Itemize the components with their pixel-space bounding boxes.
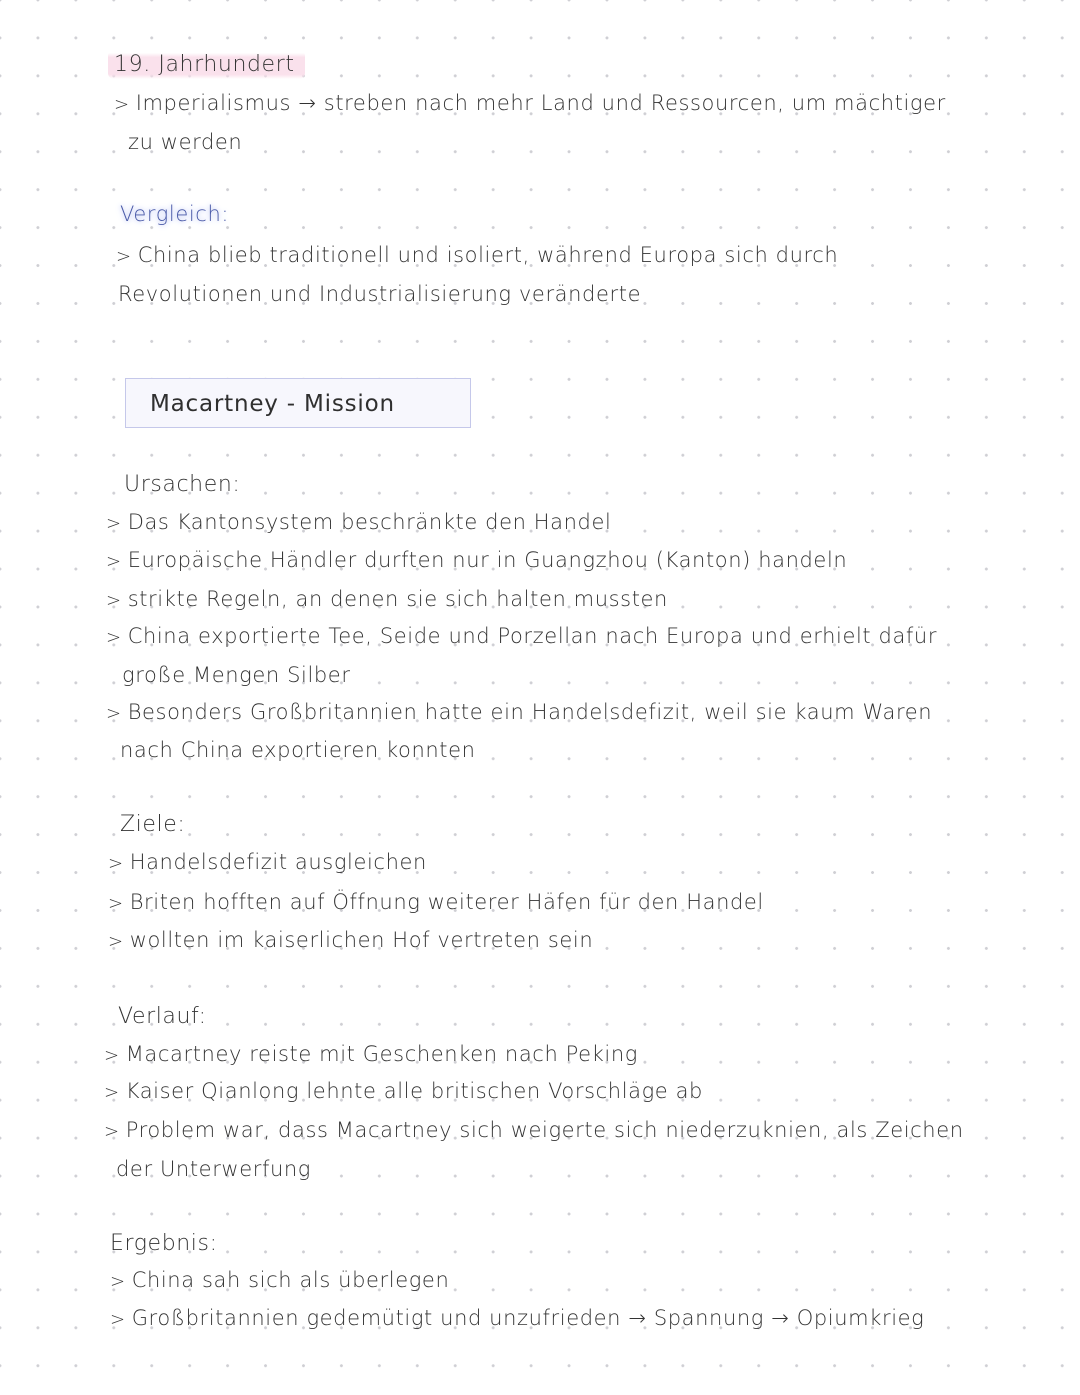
- bullet-marker: >: [106, 703, 122, 724]
- bullet-text: Besonders Großbritannien hatte ein Handelsdefizit, weil sie kaum Waren: [127, 700, 933, 724]
- bullet-verlauf-3: [104, 1118, 964, 1142]
- title-macartney-mission: Macartney - Mission: [150, 391, 395, 417]
- bullet-text: China sah sich als überlegen: [131, 1268, 450, 1292]
- bullet-imperialismus: [114, 91, 946, 115]
- bullet-marker: >: [114, 94, 130, 115]
- bullet-marker: >: [104, 1045, 120, 1066]
- bullet-text: China blieb traditionell und isoliert, während Europa sich durch: [137, 243, 839, 267]
- bullet-marker: >: [108, 931, 124, 952]
- bullet-ziele-2: [108, 890, 764, 914]
- bullet-marker: >: [106, 513, 122, 534]
- bullet-text: Europäische Händler durften nur in Guangzhou (Kanton) handeln: [127, 548, 848, 572]
- bullet-marker: >: [104, 1082, 120, 1103]
- bullet-marker: >: [108, 893, 124, 914]
- bullet-ursachen-1: [106, 510, 611, 534]
- bullet-verlauf-2: [104, 1079, 703, 1103]
- section-heading-verlauf: Verlauf:: [118, 1004, 207, 1029]
- bullet-text: Macartney reiste mit Geschenken nach Peking: [125, 1042, 638, 1066]
- section-heading-ziele: Ziele:: [120, 812, 186, 837]
- bullet-marker: >: [110, 1271, 126, 1292]
- bullet-ergebnis-1: [110, 1268, 449, 1292]
- bullet-ursachen-5-cont: nach China exportieren konnten: [120, 738, 476, 762]
- bullet-ergebnis-2: [110, 1306, 924, 1330]
- bullet-marker: >: [104, 1121, 120, 1142]
- section-heading-vergleich: Vergleich:: [120, 202, 230, 226]
- bullet-text: strikte Regeln, an denen sie sich halten mussten: [127, 587, 668, 611]
- bullet-ursachen-4: [106, 624, 937, 648]
- bullet-text: Das Kantonsystem beschränkte den Handel: [127, 510, 612, 534]
- bullet-marker: >: [108, 853, 124, 874]
- bullet-text: China exportierte Tee, Seide und Porzellan nach Europa und erhielt dafür: [127, 624, 938, 648]
- bullet-marker: >: [106, 551, 122, 572]
- bullet-ursachen-4-cont: große Mengen Silber: [122, 663, 351, 687]
- bullet-text: Imperialismus → streben nach mehr Land und Ressourcen, um mächtiger: [135, 91, 946, 115]
- bullet-vergleich-cont: Revolutionen und Industrialisierung veränderte: [118, 282, 642, 306]
- bullet-vergleich: [116, 243, 838, 267]
- bullet-ursachen-5: [106, 700, 932, 724]
- bullet-text: Handelsdefizit ausgleichen: [129, 850, 427, 874]
- bullet-ziele-3: [108, 928, 593, 952]
- bullet-imperialismus-cont: zu werden: [128, 130, 243, 154]
- bullet-marker: >: [110, 1309, 126, 1330]
- section-heading-ergebnis: Ergebnis:: [110, 1231, 218, 1256]
- bullet-marker: >: [106, 590, 122, 611]
- bullet-ziele-1: [108, 850, 427, 874]
- bullet-ursachen-3: [106, 587, 668, 611]
- bullet-text: Briten hofften auf Öffnung weiterer Häfen für den Handel: [129, 890, 764, 914]
- heading-highlight: 19. Jahrhundert: [108, 50, 305, 79]
- bullet-text: wollten im kaiserlichen Hof vertreten sein: [129, 928, 594, 952]
- bullet-text: Kaiser Qianlong lehnte alle britischen Vorschläge ab: [125, 1079, 703, 1103]
- bullet-marker: >: [106, 627, 122, 648]
- section-heading-19-jahrhundert: [108, 52, 305, 77]
- bullet-text: Problem war, dass Macartney sich weigerte sich niederzuknien, als Zeichen: [125, 1118, 964, 1142]
- title-box: [125, 378, 471, 428]
- section-heading-ursachen: Ursachen:: [124, 472, 241, 497]
- bullet-verlauf-3-cont: der Unterwerfung: [116, 1157, 311, 1181]
- bullet-verlauf-1: [104, 1042, 638, 1066]
- bullet-marker: >: [116, 246, 132, 267]
- bullet-text: Großbritannien gedemütigt und unzufrieden → Spannung → Opiumkrieg: [131, 1306, 925, 1330]
- bullet-ursachen-2: [106, 548, 847, 572]
